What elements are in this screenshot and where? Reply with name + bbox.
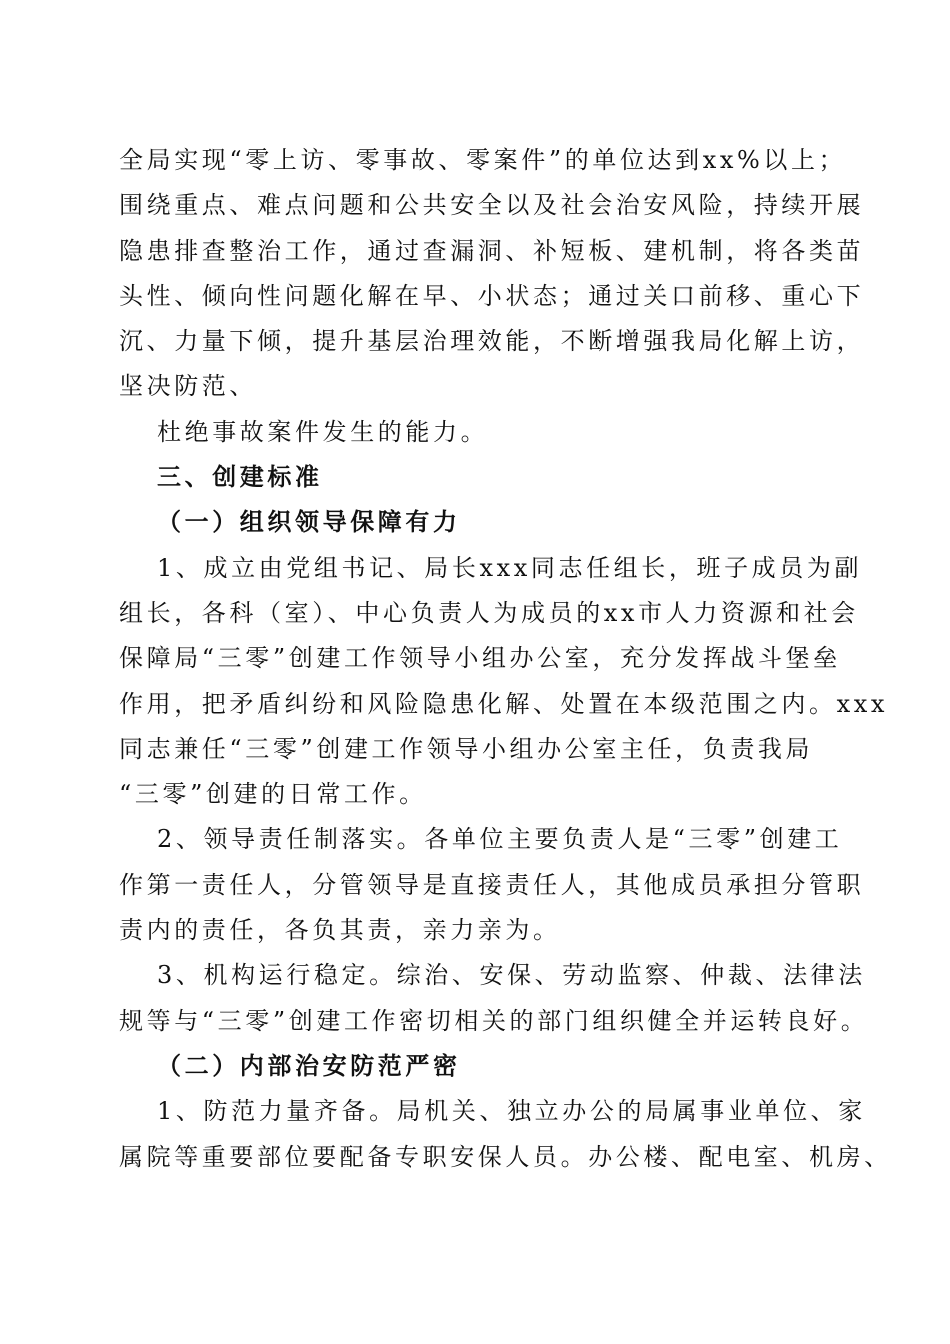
paragraph-line: 保障局“三零”创建工作领导小组办公室，充分发挥战斗堡垒 [119, 644, 841, 673]
paragraph-line: 杜绝事故案件发生的能力。 [157, 417, 489, 446]
paragraph-line: 围绕重点、难点问题和公共安全以及社会治安风险，持续开展 [119, 191, 865, 220]
paragraph-line: 责内的责任，各负其责，亲力亲为。 [119, 916, 561, 945]
paragraph-line: 隐患排查整治工作，通过查漏洞、补短板、建机制，将各类苗 [119, 236, 865, 265]
paragraph-line: 全局实现“零上访、零事故、零案件”的单位达到xx%以上； [119, 146, 847, 174]
paragraph-line: “三零”创建的日常工作。 [119, 780, 427, 809]
paragraph-line: 组长，各科（室）、中心负责人为成员的xx市人力资源和社会 [119, 598, 859, 627]
paragraph-line: 规等与“三零”创建工作密切相关的部门组织健全并运转良好。 [119, 1006, 869, 1035]
paragraph-line: 1、成立由党组书记、局长xxx同志任组长，班子成员为副 [157, 553, 863, 582]
subsection-heading: （一）组织领导保障有力 [157, 508, 461, 537]
paragraph-line: 头性、倾向性问题化解在早、小状态；通过关口前移、重心下 [119, 281, 865, 310]
document-body [119, 138, 892, 1180]
subsection-heading: （二）内部治安防范严密 [157, 1051, 461, 1080]
paragraph-line: 1、防范力量齐备。局机关、独立办公的局属事业单位、家 [157, 1097, 866, 1126]
paragraph-line: 2、领导责任制落实。各单位主要负责人是“三零”创建工 [157, 825, 843, 854]
paragraph-line: 属院等重要部位要配备专职安保人员。办公楼、配电室、机房、 [119, 1142, 892, 1171]
paragraph-line: 3、机构运行稳定。综治、安保、劳动监察、仲裁、法律法 [157, 961, 866, 990]
paragraph-line: 同志兼任“三零”创建工作领导小组办公室主任，负责我局 [119, 734, 814, 763]
paragraph-line: 坚决防范、 [119, 372, 257, 401]
paragraph-line: 作用，把矛盾纠纷和风险隐患化解、处置在本级范围之内。xxx [119, 689, 889, 718]
paragraph-line: 作第一责任人，分管领导是直接责任人，其他成员承担分管职 [119, 870, 865, 899]
section-heading: 三、创建标准 [157, 463, 323, 492]
paragraph-line: 沉、力量下倾，提升基层治理效能，不断增强我局化解上访， [119, 327, 865, 356]
